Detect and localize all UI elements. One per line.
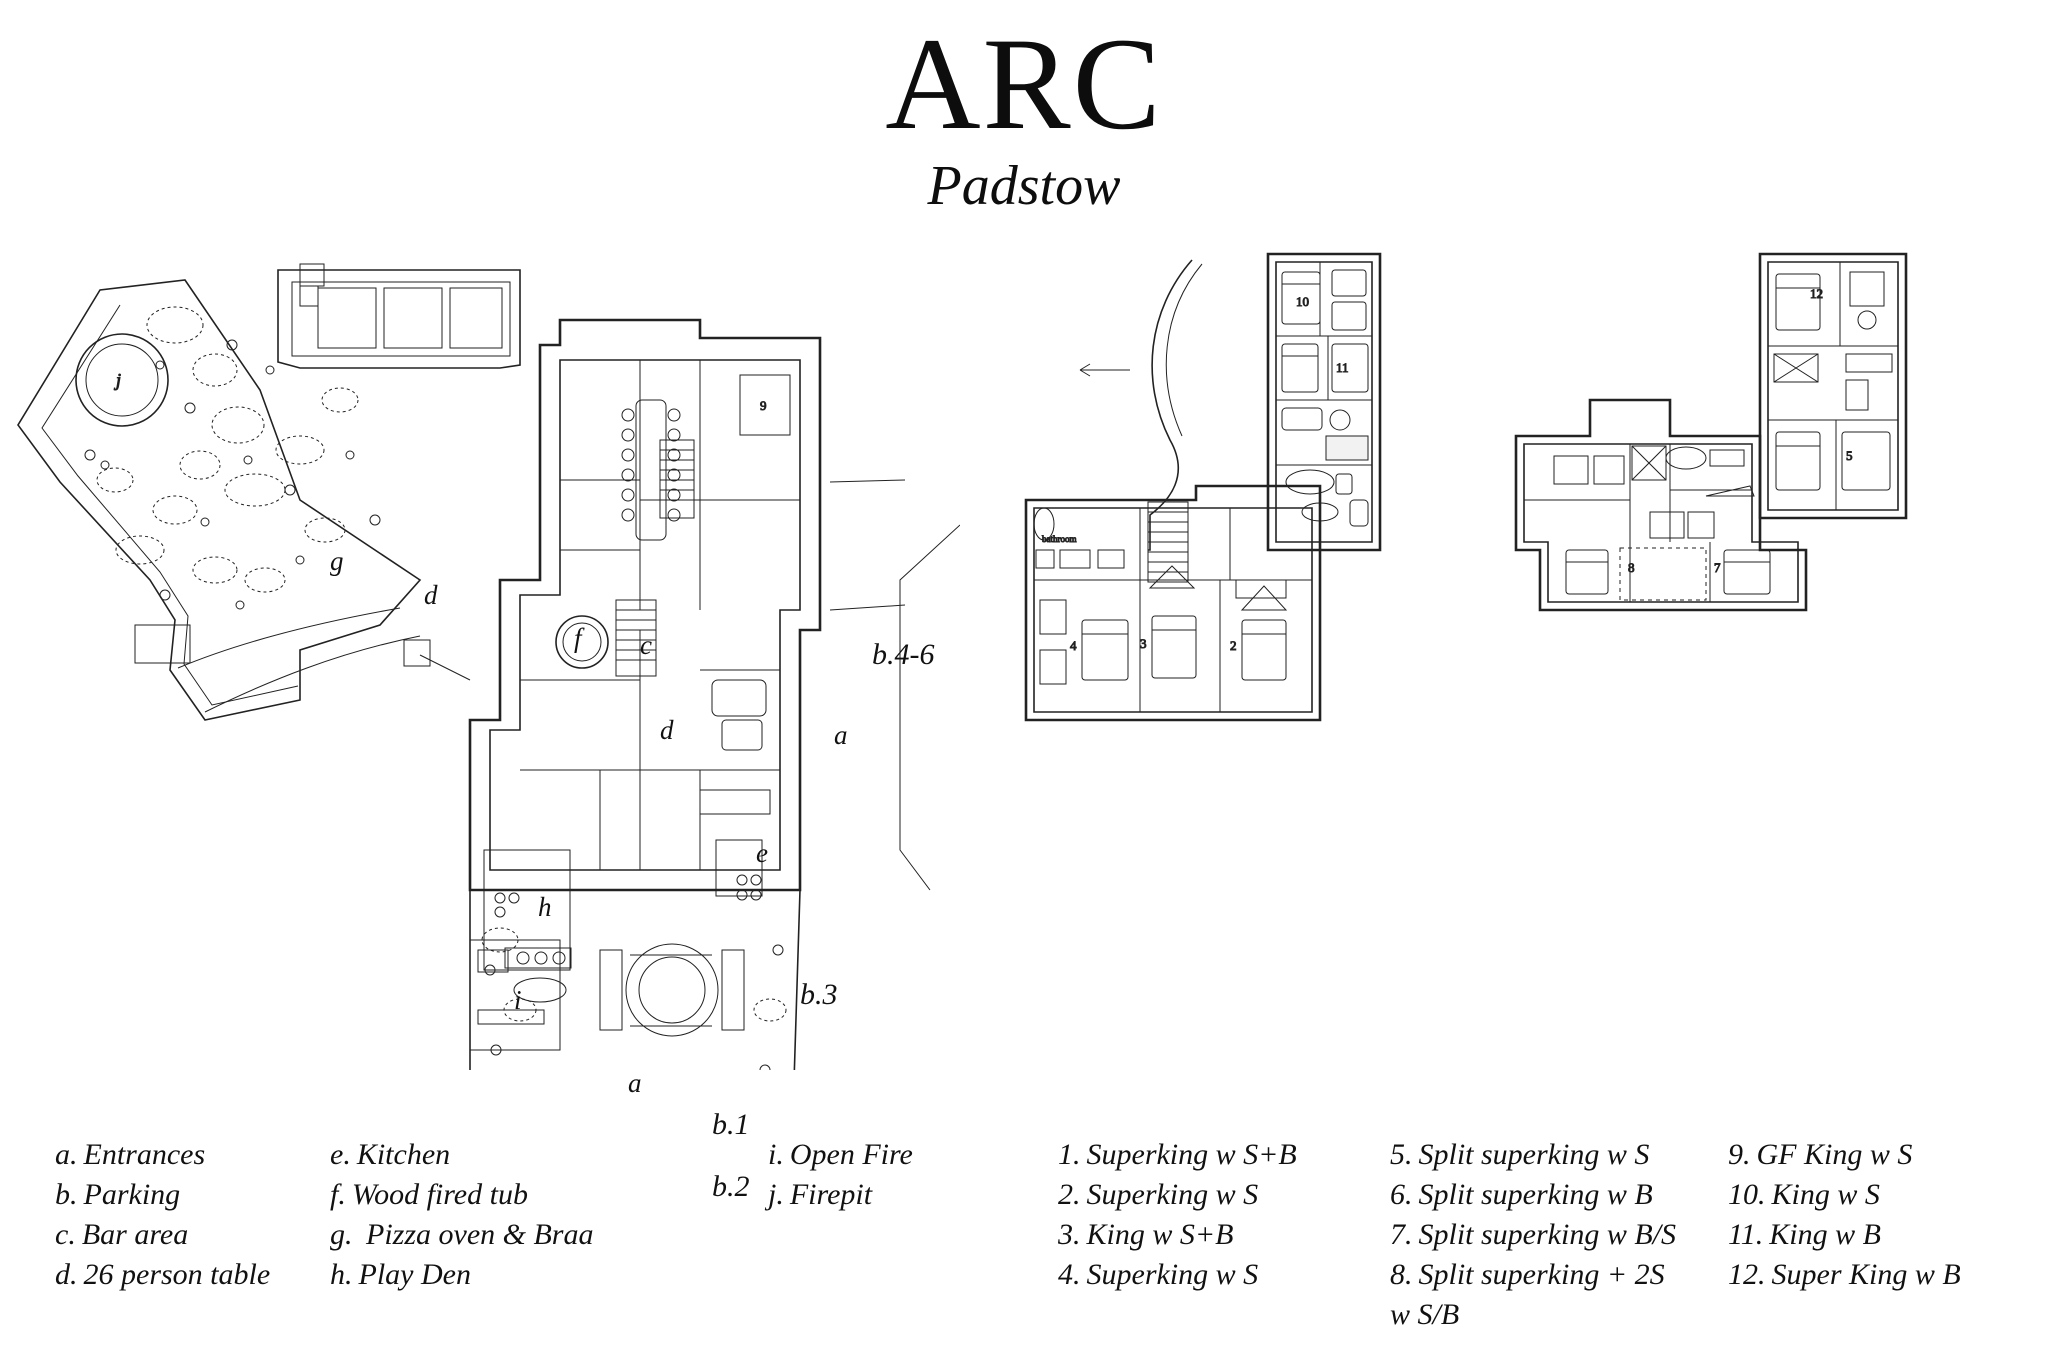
legend-item: [768, 1175, 913, 1215]
floor-plan-right-drawing: [1510, 250, 1930, 770]
svg-text:8: 8: [1628, 560, 1635, 575]
legend-item: [1058, 1175, 1297, 1215]
legend-item-label: Entrances: [83, 1138, 206, 1171]
legend-item-label: King w S: [1771, 1178, 1880, 1211]
legend-item-label: King w S+B: [1086, 1218, 1234, 1251]
legend-item-label: Split superking w S: [1418, 1138, 1650, 1171]
legend-item: [1390, 1215, 1676, 1255]
callout-e: e: [756, 838, 768, 868]
legend-item-index: f.: [330, 1178, 346, 1211]
legend-item-index: 4.: [1058, 1258, 1081, 1291]
legend-item: [1728, 1255, 1961, 1295]
legend-item: [1390, 1255, 1676, 1295]
callout-b4-6: b.4-6: [872, 638, 935, 671]
legend-item: [1390, 1135, 1676, 1175]
legend-item: [330, 1175, 593, 1215]
callout-d-mid: d: [660, 715, 674, 745]
svg-text:j: j: [116, 370, 122, 390]
svg-text:7: 7: [1714, 560, 1721, 575]
bathroom-label: bathroom: [1042, 534, 1077, 544]
floor-plan-middle: [1020, 250, 1440, 770]
svg-text:12: 12: [1810, 286, 1823, 301]
legend-item-label: Superking w S: [1086, 1258, 1259, 1291]
legend-item-index: 11.: [1728, 1218, 1764, 1251]
floor-plan-right: [1510, 250, 1930, 770]
callout-a-low: a: [628, 1068, 642, 1098]
legend-item-label: Firepit: [789, 1178, 873, 1211]
legend-item-index: d.: [55, 1258, 78, 1291]
legend-item: [330, 1215, 593, 1255]
legend-item-index: j.: [768, 1178, 784, 1211]
callout-a-top: a: [834, 720, 848, 750]
legend-item: [55, 1215, 270, 1255]
legend-item: [55, 1255, 270, 1295]
legend-item-index: c.: [55, 1218, 76, 1251]
callout-h: h: [538, 892, 552, 922]
callout-d-top: d: [424, 580, 438, 610]
legend-item-index: 6.: [1390, 1178, 1413, 1211]
callout-c: c: [640, 630, 652, 660]
legend-item-label: Parking: [83, 1178, 181, 1211]
legend-item-label: Bar area: [81, 1218, 189, 1251]
callout-b3: b.3: [800, 978, 838, 1011]
legend-item: [1390, 1175, 1676, 1215]
legend-item-continuation: [1390, 1295, 1676, 1335]
legend-column-letters-1: [55, 1135, 270, 1295]
legend-item-label: Superking w S+B: [1086, 1138, 1297, 1171]
legend-item: [330, 1135, 593, 1175]
callout-f: f: [574, 623, 582, 653]
legend-item-index: b.: [55, 1178, 78, 1211]
legend-item-index: e.: [330, 1138, 351, 1171]
svg-text:11: 11: [1336, 360, 1349, 375]
legend-item-label: Super King w B: [1771, 1258, 1961, 1291]
legend-column-rooms-2: [1390, 1135, 1676, 1335]
legend-item-label: Split superking + 2S: [1418, 1258, 1665, 1291]
svg-text:5: 5: [1846, 448, 1853, 463]
legend-item: [1728, 1175, 1961, 1215]
legend-item-label: Split superking w B: [1418, 1178, 1653, 1211]
legend-item-index: a.: [55, 1138, 78, 1171]
svg-text:9: 9: [760, 398, 767, 413]
legend-item-index: 8.: [1390, 1258, 1413, 1291]
legend-item-label: Wood fired tub: [351, 1178, 528, 1211]
legend: [0, 1135, 2048, 1365]
legend-column-letters-2: [330, 1135, 593, 1295]
legend-item-index: g.: [330, 1218, 353, 1251]
legend-item: [1058, 1135, 1297, 1175]
legend-item-index: 5.: [1390, 1138, 1413, 1171]
legend-item-label: Open Fire: [789, 1138, 913, 1171]
legend-item-label: Superking w S: [1086, 1178, 1259, 1211]
legend-column-letters-3: [768, 1135, 913, 1215]
legend-item: [768, 1135, 913, 1175]
legend-item-index: 9.: [1728, 1138, 1751, 1171]
legend-column-rooms-3: [1728, 1135, 1961, 1295]
svg-text:2: 2: [1230, 638, 1237, 653]
legend-item-label: King w B: [1769, 1218, 1881, 1251]
legend-item-index: h.: [330, 1258, 353, 1291]
floor-plan-middle-drawing: [1020, 250, 1440, 770]
legend-item-index: 10.: [1728, 1178, 1766, 1211]
page-title: ARC: [885, 10, 1163, 157]
legend-item-index: 12.: [1728, 1258, 1766, 1291]
legend-item-label: 26 person table: [83, 1258, 271, 1291]
legend-item: [1728, 1215, 1961, 1255]
legend-item-label: GF King w S: [1756, 1138, 1913, 1171]
callout-g: g: [330, 546, 344, 576]
legend-item-label: Split superking w B/S: [1418, 1218, 1676, 1251]
legend-item: [1058, 1255, 1297, 1295]
legend-item-index: 3.: [1058, 1218, 1081, 1251]
legend-item-index: 1.: [1058, 1138, 1081, 1171]
svg-text:10: 10: [1296, 294, 1309, 309]
legend-item-index: 2.: [1058, 1178, 1081, 1211]
site-plan-drawing: [0, 250, 960, 1070]
legend-item-label: w S/B: [1390, 1298, 1460, 1331]
legend-item: [330, 1255, 593, 1295]
legend-item-label: Pizza oven & Braa: [358, 1218, 594, 1251]
svg-text:4: 4: [1070, 638, 1077, 653]
callout-i: i: [514, 985, 522, 1015]
legend-item-index: i.: [768, 1138, 784, 1171]
page-subtitle: Padstow: [927, 155, 1121, 217]
legend-item: [55, 1135, 270, 1175]
legend-item: [1728, 1135, 1961, 1175]
title-block: [0, 10, 2048, 218]
legend-item-label: Kitchen: [356, 1138, 451, 1171]
callout-b2: b.2: [712, 1170, 750, 1203]
legend-item: [55, 1175, 270, 1215]
legend-item-label: Play Den: [358, 1258, 471, 1291]
callout-b1: b.1: [712, 1108, 750, 1141]
legend-item: [1058, 1215, 1297, 1255]
legend-item-index: 7.: [1390, 1218, 1413, 1251]
svg-text:3: 3: [1140, 636, 1147, 651]
legend-column-rooms-1: [1058, 1135, 1297, 1295]
